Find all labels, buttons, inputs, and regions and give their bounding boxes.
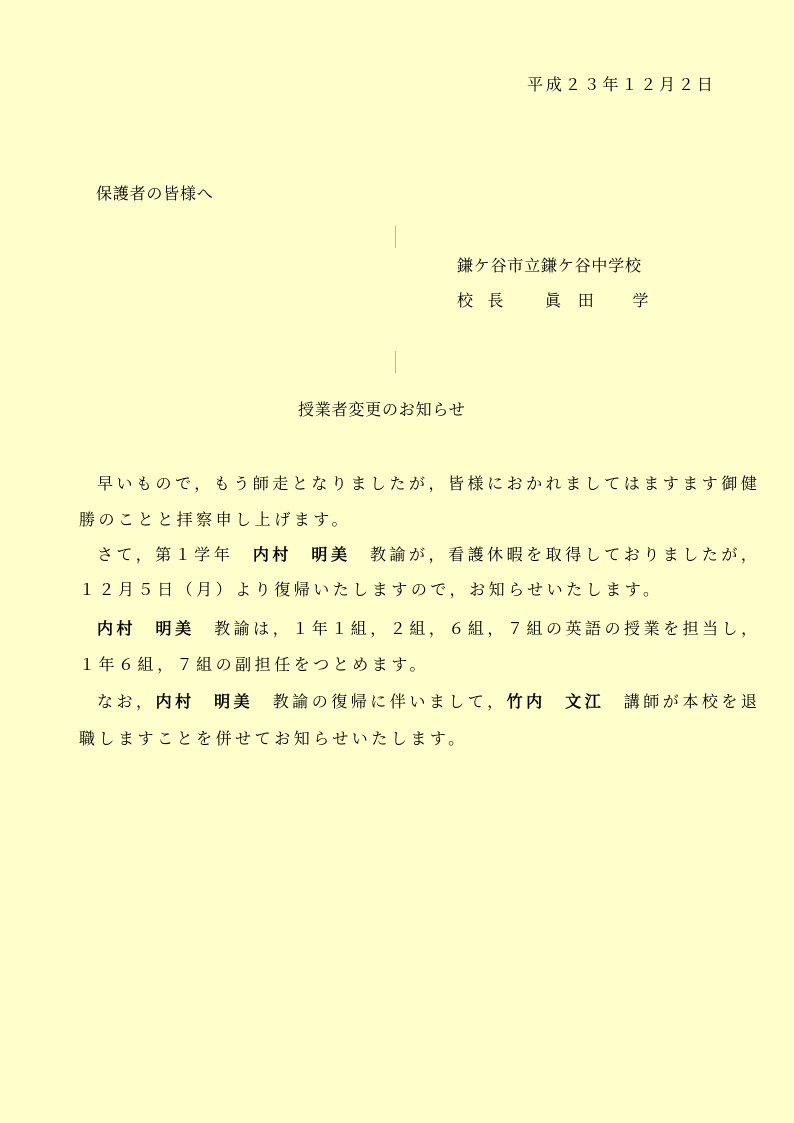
body-line (79, 655, 429, 675)
teacher-name: 内村 明美 (97, 619, 195, 638)
body-text: １２月５日（月）より復帰いたしますので，お知らせいたします。 (79, 580, 663, 599)
teacher-name: 内村 明美 (252, 545, 351, 564)
body-line (79, 729, 468, 749)
body-text: １年６組，７組の副担任をつとめます。 (79, 655, 430, 674)
letter-date: 平成２３年１２月２日 (527, 75, 716, 94)
body-line (79, 580, 663, 600)
body-line (79, 619, 761, 639)
teacher-name: 内村 明美 (155, 692, 254, 711)
body-text: 教諭が，看護休暇を取得しておりましたが， (370, 545, 761, 564)
lecturer-name: 竹内 文江 (506, 692, 605, 711)
sender-title: 校長 (457, 291, 518, 310)
body-text: 職しますことを併せてお知らせいたします。 (79, 729, 468, 748)
body-text: 早いもので，もう師走となりましたが，皆様におかれましてはますます御健 (97, 474, 761, 493)
body-text: さて，第１学年 (97, 545, 234, 564)
body-text: 勝のことと拝察申し上げます。 (79, 510, 352, 529)
body-line (79, 474, 760, 494)
sender-principal (457, 291, 665, 311)
letter-subject: 授業者変更のお知らせ (298, 400, 466, 419)
sender-school: 鎌ケ谷市立鎌ケ谷中学校 (457, 256, 642, 275)
sender-name: 眞田 学 (545, 291, 666, 310)
body-line (79, 692, 760, 712)
body-line (79, 545, 760, 565)
text-cursor-mark (395, 226, 396, 248)
body-text: 講師が本校を退 (623, 692, 761, 711)
body-text: 教諭は，１年１組，２組，６組，７組の英語の授業を担当し， (214, 619, 761, 638)
body-text: なお， (97, 692, 156, 711)
text-cursor-mark (395, 351, 396, 373)
body-text: 教諭の復帰に伴いまして， (272, 692, 507, 711)
letter-addressee: 保護者の皆様へ (96, 184, 214, 203)
body-line (79, 510, 351, 530)
